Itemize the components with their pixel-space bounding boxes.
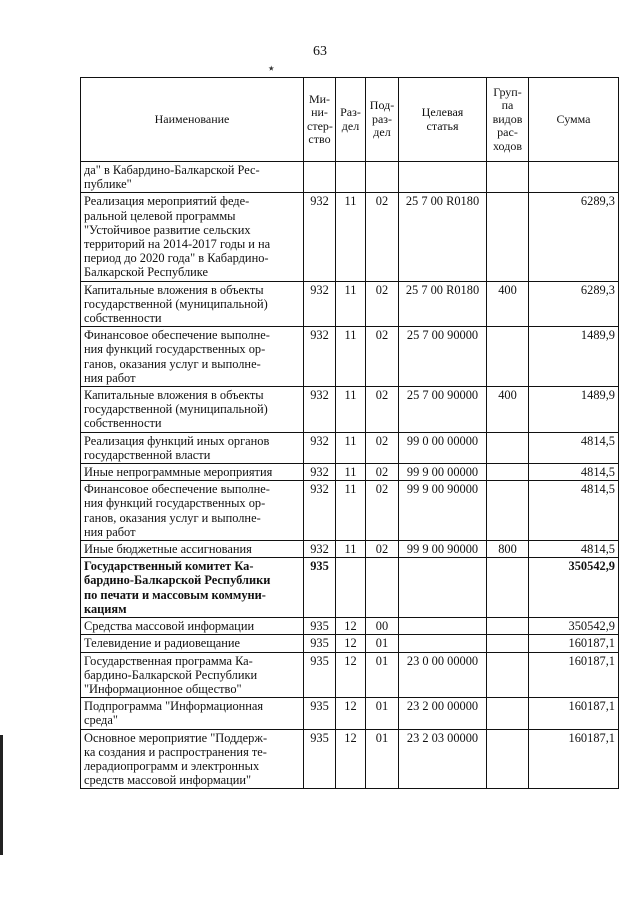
sum-cell: 160187,1 <box>529 729 619 789</box>
table-row <box>81 387 619 433</box>
group-cell <box>487 618 529 635</box>
subsection-cell: 02 <box>366 464 399 481</box>
section-cell: 11 <box>336 464 366 481</box>
scan-edge-mark-1 <box>0 735 3 855</box>
header-sum: Сумма <box>529 78 619 162</box>
table-header-row <box>81 78 619 162</box>
target-cell <box>399 618 487 635</box>
name-cell: Финансовое обеспечение выполне- ния функций государственных ор- ганов, оказания услуг и выполне- ния работ <box>81 481 304 541</box>
section-cell: 12 <box>336 635 366 652</box>
table-row <box>81 635 619 652</box>
section-cell: 12 <box>336 618 366 635</box>
table-row <box>81 432 619 463</box>
group-cell <box>487 432 529 463</box>
group-cell <box>487 729 529 789</box>
ministry-cell: 932 <box>304 281 336 327</box>
header-name: Наименование <box>81 78 304 162</box>
target-cell: 99 0 00 00000 <box>399 432 487 463</box>
section-cell: 11 <box>336 327 366 387</box>
sum-cell: 1489,9 <box>529 387 619 433</box>
sum-cell: 1489,9 <box>529 327 619 387</box>
ministry-cell: 932 <box>304 193 336 281</box>
name-cell: Финансовое обеспечение выполне- ния функций государственных ор- ганов, оказания услуг и выполне- ния работ <box>81 327 304 387</box>
section-cell: 11 <box>336 193 366 281</box>
section-cell: 11 <box>336 387 366 433</box>
target-cell: 23 2 00 00000 <box>399 698 487 729</box>
name-cell: Государственный комитет Ка- бардино-Балкарской Республики по печати и массовым коммуни- кациям <box>81 558 304 618</box>
subsection-cell: 02 <box>366 541 399 558</box>
group-cell: 400 <box>487 387 529 433</box>
target-cell: 25 7 00 R0180 <box>399 193 487 281</box>
section-cell: 11 <box>336 541 366 558</box>
ministry-cell: 932 <box>304 481 336 541</box>
name-cell: Телевидение и радиовещание <box>81 635 304 652</box>
table-row <box>81 729 619 789</box>
subsection-cell: 02 <box>366 281 399 327</box>
subsection-cell: 01 <box>366 729 399 789</box>
target-cell <box>399 558 487 618</box>
table-body <box>81 162 619 789</box>
section-cell: 12 <box>336 698 366 729</box>
header-group: Груп- па видов рас- ходов <box>487 78 529 162</box>
section-cell <box>336 162 366 193</box>
group-cell <box>487 327 529 387</box>
table-row <box>81 481 619 541</box>
table-row <box>81 618 619 635</box>
sum-cell: 160187,1 <box>529 635 619 652</box>
header-subsection: Под- раз- дел <box>366 78 399 162</box>
ministry-cell: 935 <box>304 635 336 652</box>
name-cell: Государственная программа Ка- бардино-Балкарской Республики "Информационное общество" <box>81 652 304 698</box>
ministry-cell: 935 <box>304 558 336 618</box>
header-section: Раз- дел <box>336 78 366 162</box>
ministry-cell: 932 <box>304 464 336 481</box>
target-cell: 23 2 03 00000 <box>399 729 487 789</box>
table-row <box>81 558 619 618</box>
sum-cell <box>529 162 619 193</box>
table-row <box>81 652 619 698</box>
subsection-cell: 01 <box>366 652 399 698</box>
table-row <box>81 464 619 481</box>
header-target: Целевая статья <box>399 78 487 162</box>
group-cell <box>487 193 529 281</box>
subsection-cell: 01 <box>366 635 399 652</box>
ministry-cell <box>304 162 336 193</box>
ministry-cell: 932 <box>304 387 336 433</box>
subsection-cell: 02 <box>366 432 399 463</box>
name-cell: Капитальные вложения в объекты государственной (муниципальной) собственности <box>81 281 304 327</box>
subsection-cell <box>366 162 399 193</box>
target-cell: 25 7 00 90000 <box>399 387 487 433</box>
ministry-cell: 932 <box>304 541 336 558</box>
group-cell <box>487 698 529 729</box>
target-cell: 25 7 00 R0180 <box>399 281 487 327</box>
group-cell <box>487 464 529 481</box>
table-row <box>81 193 619 281</box>
subsection-cell: 02 <box>366 387 399 433</box>
sum-cell: 4814,5 <box>529 481 619 541</box>
name-cell: Капитальные вложения в объекты государственной (муниципальной) собственности <box>81 387 304 433</box>
sum-cell: 160187,1 <box>529 652 619 698</box>
ministry-cell: 932 <box>304 432 336 463</box>
name-cell: Реализация мероприятий феде- ральной целевой программы "Устойчивое развитие сельских территорий на 2014-2017 годы и на период до 2020 года" в Кабардино- Балкарской Республике <box>81 193 304 281</box>
ministry-cell: 932 <box>304 327 336 387</box>
sum-cell: 6289,3 <box>529 193 619 281</box>
subsection-cell: 02 <box>366 481 399 541</box>
name-cell: да" в Кабардино-Балкарской Рес- публике" <box>81 162 304 193</box>
subsection-cell: 02 <box>366 193 399 281</box>
group-cell: 800 <box>487 541 529 558</box>
target-cell: 99 9 00 90000 <box>399 481 487 541</box>
target-cell <box>399 635 487 652</box>
group-cell <box>487 558 529 618</box>
subsection-cell <box>366 558 399 618</box>
table-row <box>81 162 619 193</box>
budget-table <box>80 77 619 789</box>
ministry-cell: 935 <box>304 698 336 729</box>
section-cell: 11 <box>336 432 366 463</box>
subsection-cell: 00 <box>366 618 399 635</box>
ministry-cell: 935 <box>304 618 336 635</box>
sum-cell: 350542,9 <box>529 618 619 635</box>
subsection-cell: 01 <box>366 698 399 729</box>
group-cell <box>487 162 529 193</box>
section-cell: 12 <box>336 652 366 698</box>
section-cell <box>336 558 366 618</box>
header-ministry: Ми- ни- стер- ство <box>304 78 336 162</box>
group-cell <box>487 635 529 652</box>
sum-cell: 4814,5 <box>529 541 619 558</box>
table-row <box>81 327 619 387</box>
table-row <box>81 541 619 558</box>
subsection-cell: 02 <box>366 327 399 387</box>
section-cell: 11 <box>336 481 366 541</box>
ministry-cell: 935 <box>304 729 336 789</box>
name-cell: Основное мероприятие "Поддерж- ка создания и распространения те- лерадиопрограмм и электронных средств массовой информации" <box>81 729 304 789</box>
target-cell: 99 9 00 90000 <box>399 541 487 558</box>
target-cell <box>399 162 487 193</box>
target-cell: 99 9 00 00000 <box>399 464 487 481</box>
group-cell: 400 <box>487 281 529 327</box>
table-row <box>81 281 619 327</box>
group-cell <box>487 652 529 698</box>
sum-cell: 4814,5 <box>529 464 619 481</box>
target-cell: 23 0 00 00000 <box>399 652 487 698</box>
name-cell: Средства массовой информации <box>81 618 304 635</box>
sum-cell: 4814,5 <box>529 432 619 463</box>
ministry-cell: 935 <box>304 652 336 698</box>
scan-mark: ٭ <box>268 61 275 75</box>
name-cell: Реализация функций иных органов государственной власти <box>81 432 304 463</box>
name-cell: Иные непрограммные мероприятия <box>81 464 304 481</box>
group-cell <box>487 481 529 541</box>
name-cell: Подпрограмма "Информационная среда" <box>81 698 304 729</box>
section-cell: 11 <box>336 281 366 327</box>
section-cell: 12 <box>336 729 366 789</box>
target-cell: 25 7 00 90000 <box>399 327 487 387</box>
sum-cell: 350542,9 <box>529 558 619 618</box>
name-cell: Иные бюджетные ассигнования <box>81 541 304 558</box>
sum-cell: 160187,1 <box>529 698 619 729</box>
sum-cell: 6289,3 <box>529 281 619 327</box>
page-number: 63 <box>313 44 327 59</box>
table-row <box>81 698 619 729</box>
